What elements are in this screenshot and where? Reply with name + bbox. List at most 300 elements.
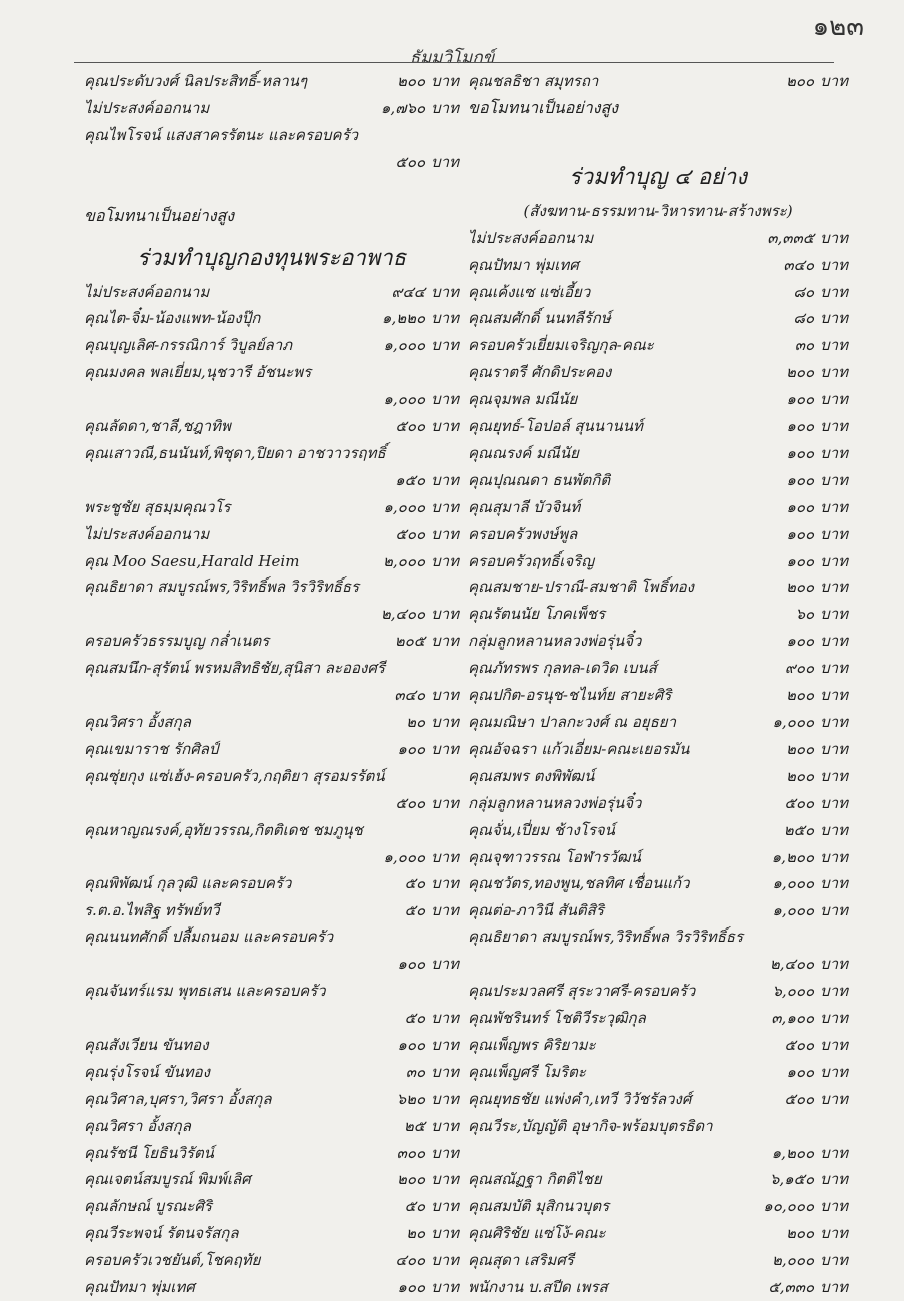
currency-unit: บาท	[820, 309, 848, 328]
donor-name: คุณต่อ-ภาวินี สันติสิริ	[468, 901, 604, 920]
right-section-subtitle: (สังฆทาน-ธรรมทาน-วิหารทาน-สร้างพระ)	[523, 201, 793, 220]
currency-unit: บาท	[820, 1278, 848, 1297]
donation-amount-cell	[389, 1032, 459, 1059]
donation-row	[468, 736, 848, 763]
donation-amount-cell	[778, 736, 848, 763]
donation-row	[468, 440, 848, 467]
currency-unit: บาท	[431, 1035, 459, 1054]
donation-row	[468, 655, 848, 682]
currency-unit: บาท	[431, 1251, 459, 1270]
donation-amount-cell	[778, 1220, 848, 1247]
donation-amount-cell	[445, 359, 459, 386]
donation-row	[468, 1220, 848, 1247]
currency-unit: บาท	[820, 982, 848, 1001]
donor-name: คุณเจตน์สมบูรณ์ พิมพ์เลิศ	[84, 1170, 251, 1189]
donation-amount-cell	[375, 386, 459, 413]
donation-row	[84, 736, 459, 763]
donation-amount-cell	[764, 870, 848, 897]
donation-row	[468, 682, 848, 709]
donation-amount: ๓,๑๐๐	[771, 1008, 815, 1027]
donor-name: ครอบครัวเวชยันต์,โชคฤทัย	[84, 1251, 261, 1270]
donation-amount-cell	[445, 924, 459, 951]
donation-amount-cell	[764, 978, 848, 1005]
donation-row	[84, 978, 459, 1005]
donation-amount-cell	[387, 521, 459, 548]
currency-unit: บาท	[820, 605, 848, 624]
donor-name: คุณไพโรจน์ แสงสาครรัตนะ และครอบครัว	[84, 125, 359, 144]
donor-name: คุณศิริชัย แซ่โง้-คณะ	[468, 1224, 606, 1243]
currency-unit: บาท	[431, 1008, 459, 1027]
donation-amount: ๒,๐๐๐	[383, 551, 426, 570]
donor-name: ครอบครัวเยี่ยมเจริญกุล-คณะ	[468, 336, 654, 355]
donor-name: คุณมงคล พลเยี่ยม,นุชวารี อัชนะพร	[84, 363, 312, 382]
currency-unit: บาท	[431, 497, 459, 516]
donation-row	[468, 1086, 848, 1113]
donation-amount-cell	[387, 413, 459, 440]
donation-row	[84, 682, 459, 709]
donation-row	[84, 601, 459, 628]
donor-name: ครอบครัวฤทธิ์เจริญ	[468, 551, 595, 570]
donor-name: คุณปกิต-อรนุช-ชไนท์ย สายะศิริ	[468, 686, 672, 705]
currency-unit: บาท	[820, 390, 848, 409]
donation-row	[468, 252, 848, 279]
donor-name: คุณวิศรา อั้งสกุล	[84, 713, 191, 732]
donor-name: พระชูชัย สุธมฺมคุณวโร	[84, 497, 231, 516]
donation-row	[84, 494, 459, 521]
donor-name: คุณซุ่ยกุง แซ่เฮ้ง-ครอบครัว,กฤติยา สุรอมรรัตน์	[84, 766, 385, 785]
donation-row	[468, 790, 848, 817]
donation-amount-cell	[764, 897, 848, 924]
currency-unit: บาท	[820, 228, 848, 247]
donor-name: คุณวิศาล,บุศรา,วิศรา อั้งสกุล	[84, 1089, 272, 1108]
donor-name: ครอบครัวธรรมบูญ กล่ำเนตร	[84, 632, 270, 651]
donation-row	[84, 897, 459, 924]
donation-amount: ๒๕	[403, 1116, 426, 1135]
donation-amount-cell	[764, 1140, 848, 1167]
donation-amount: ๕๐๐	[784, 1089, 815, 1108]
donation-amount: ๒๐	[406, 1224, 426, 1243]
donation-amount: ๑,๐๐๐	[383, 336, 426, 355]
donation-row	[84, 817, 459, 844]
donation-row	[84, 1274, 459, 1301]
donation-amount-cell	[776, 817, 848, 844]
donation-row	[468, 817, 848, 844]
donor-name: คุณจุฑาวรรณ โอฬารวัฒน์	[468, 847, 641, 866]
donation-row	[468, 601, 848, 628]
donation-amount: ๖๐	[795, 605, 815, 624]
donation-row	[84, 709, 459, 736]
donation-amount: ๑,๒๐๐	[771, 1143, 815, 1162]
donor-name: คุณภัทรพร กุลทล-เดวิด เบนส์	[468, 659, 657, 678]
donation-row	[468, 978, 848, 1005]
donation-amount: ๕๐	[404, 1008, 426, 1027]
donation-amount: ๕๐๐	[395, 417, 426, 436]
donation-amount-cell	[776, 1032, 848, 1059]
donor-name: ไม่ประสงค์ออกนาม	[468, 228, 594, 247]
donation-row	[468, 870, 848, 897]
donor-name: คุณวีระ,บัญญัติ อุษากิจ-พร้อมบุตรธิดา	[468, 1116, 713, 1135]
donation-row	[468, 1274, 848, 1301]
donor-name: คุณสมนึก-สุรัตน์ พรหมสิทธิชัย,สุนิสา ละอองศรี	[84, 659, 385, 678]
donation-amount-cell	[374, 305, 459, 332]
donation-amount: ๒,๔๐๐	[380, 605, 426, 624]
donor-name: คุณประมวลศรี สุระวาศรี-ครอบครัว	[468, 982, 696, 1001]
donation-row	[84, 386, 459, 413]
currency-unit: บาท	[431, 98, 459, 117]
donation-row	[468, 628, 848, 655]
donation-amount-cell	[389, 1086, 459, 1113]
donation-amount-cell	[389, 68, 459, 95]
donation-amount: ๙๔๔	[391, 282, 426, 301]
donor-name: คุณเค้งแซ แซ่เอี้ยว	[468, 282, 591, 301]
donation-row	[84, 870, 459, 897]
donation-amount: ๑๕๐	[395, 470, 426, 489]
donation-amount-cell	[375, 494, 459, 521]
donation-amount-cell	[764, 709, 848, 736]
donation-amount: ๑๐๐	[397, 1278, 426, 1297]
donation-amount-cell	[445, 122, 459, 149]
donation-row	[468, 467, 848, 494]
currency-unit: บาท	[820, 1089, 848, 1108]
donation-amount-cell	[755, 1193, 848, 1220]
currency-unit: บาท	[820, 443, 848, 462]
donation-row	[468, 1032, 848, 1059]
donation-amount: ๓๐	[794, 336, 815, 355]
donation-amount-cell	[785, 305, 848, 332]
donation-amount: ๑๐๐	[397, 1035, 426, 1054]
donation-amount: ๓๔๐	[783, 255, 815, 274]
donation-row	[84, 359, 459, 386]
donation-row	[84, 332, 459, 359]
donor-name: คุณยุทธชัย แพ่งคำ,เทวี วิวัชรัลวงศ์	[468, 1089, 692, 1108]
donation-row	[84, 790, 459, 817]
donor-name: คุณสมพร ตงพิพัฒน์	[468, 766, 595, 785]
currency-unit: บาท	[820, 713, 848, 732]
donation-row	[84, 574, 459, 601]
left-column	[84, 68, 459, 1301]
currency-unit: บาท	[431, 739, 459, 758]
donation-row	[468, 386, 848, 413]
donation-amount-cell	[445, 763, 459, 790]
donation-amount: ๑๐๐	[397, 955, 426, 974]
donation-amount-cell	[389, 1166, 459, 1193]
donation-amount-cell	[759, 225, 848, 252]
donation-row	[84, 1032, 459, 1059]
donation-amount-cell	[373, 601, 459, 628]
donation-amount-cell	[778, 359, 848, 386]
currency-unit: บาท	[431, 1224, 459, 1243]
donation-amount-cell	[778, 467, 848, 494]
donor-name: คุณเพ็ญพร คิริยามะ	[468, 1035, 596, 1054]
donation-row	[468, 763, 848, 790]
donor-name: คุณเพ็ญศรี โมริตะ	[468, 1062, 586, 1081]
donation-amount-cell	[834, 924, 848, 951]
donor-name: คุณปัทมา พุ่มเทศ	[468, 255, 579, 274]
donation-amount-cell	[778, 68, 848, 95]
donation-amount-cell	[387, 149, 459, 176]
donation-amount: ๖,๑๕๐	[769, 1170, 815, 1189]
donation-amount-cell	[787, 601, 848, 628]
donation-amount-cell	[386, 682, 459, 709]
donation-amount: ๑๐๐	[786, 524, 815, 543]
donation-amount-cell	[445, 978, 459, 1005]
left-donation-list	[84, 279, 459, 1301]
right-donation-list	[468, 225, 848, 1301]
donation-amount-cell	[387, 467, 459, 494]
currency-unit: บาท	[820, 255, 848, 274]
donation-row	[84, 1193, 459, 1220]
currency-unit: บาท	[431, 417, 459, 436]
donor-name: ร.ต.อ.ไพสิฐ ทรัพย์ทวี	[84, 901, 220, 920]
donation-row	[468, 494, 848, 521]
donation-row	[84, 763, 459, 790]
donor-name: คุณชลธิชา สมุทรถา	[468, 72, 599, 90]
currency-unit: บาท	[820, 1251, 848, 1270]
currency-unit: บาท	[431, 1062, 459, 1081]
currency-unit: บาท	[820, 363, 848, 382]
donor-name: ครอบครัวพงษ์พูล	[468, 524, 578, 543]
donor-name: คุณ Moo Saesu,Harald Heim	[84, 551, 300, 570]
donation-row	[468, 305, 848, 332]
donor-name: คุณลักษณ์ บูรณะศิริ	[84, 1197, 212, 1216]
right-section-title: ร่วมทำบุญ ๔ อย่าง	[568, 164, 748, 190]
donor-name: คุณสมชาย-ปราณี-สมชาติ โพธิ์ทอง	[468, 578, 694, 597]
donation-amount: ๑๐๐	[786, 632, 815, 651]
donation-amount-cell	[762, 1166, 848, 1193]
donation-amount-cell	[778, 548, 848, 575]
donation-amount-cell	[389, 1274, 459, 1301]
donation-amount: ๕๐	[404, 901, 426, 920]
donation-amount-cell	[778, 574, 848, 601]
donation-amount-cell	[397, 1005, 459, 1032]
donation-amount-cell	[389, 1140, 459, 1167]
donation-amount: ๑,๐๐๐	[383, 847, 426, 866]
left-section-title: ร่วมทำบุญกองทุนพระอาพาธ	[136, 245, 407, 271]
left-thanks-note: ขอโมทนาเป็นอย่างสูง	[84, 205, 235, 225]
donation-row	[84, 1220, 459, 1247]
currency-unit: บาท	[431, 524, 459, 543]
donation-row	[84, 95, 459, 122]
donation-amount-cell	[398, 1059, 459, 1086]
donation-amount-cell	[778, 494, 848, 521]
header-divider	[74, 62, 834, 63]
donor-name: คุณธิยาดา สมบูรณ์พร,วิริทธิ์พล วิรวิริทธิ์ธร	[468, 928, 744, 947]
donation-amount-cell	[387, 1247, 459, 1274]
donation-amount-cell	[389, 736, 459, 763]
donor-name: กลุ่มลูกหลานหลวงพ่อรุ่นจิ๋ว	[468, 793, 642, 812]
currency-unit: บาท	[820, 1143, 848, 1162]
donation-amount: ๒๐๐	[785, 578, 815, 597]
currency-unit: บาท	[431, 309, 459, 328]
donor-name: ไม่ประสงค์ออกนาม	[84, 98, 210, 117]
right-thanks-note: ขอโมทนาเป็นอย่างสูง	[468, 97, 619, 117]
donation-row	[84, 440, 459, 467]
donation-amount-cell	[375, 844, 459, 871]
currency-unit: บาท	[431, 901, 459, 920]
currency-unit: บาท	[820, 632, 848, 651]
donation-amount-cell	[397, 870, 459, 897]
donation-row	[84, 305, 459, 332]
donation-amount: ๖๒๐	[396, 1089, 426, 1108]
currency-unit: บาท	[820, 1170, 848, 1189]
donation-row	[84, 122, 459, 149]
donation-row	[468, 68, 848, 95]
donation-row	[84, 1247, 459, 1274]
donor-name: พนักงาน บ.สปีด เพรส	[468, 1278, 608, 1297]
donation-amount-cell	[398, 1220, 459, 1247]
donor-name: คุณรุ่งโรจน์ ขันทอง	[84, 1062, 210, 1081]
donor-name: คุณหาญณรงค์,อุทัยวรรณ,กิตติเดช ชมภูนุช	[84, 820, 363, 839]
donation-row	[468, 225, 848, 252]
donor-name: คุณพัชรินทร์ โชติวีระวุฒิกุล	[468, 1008, 646, 1027]
donation-row	[84, 279, 459, 306]
donation-amount: ๑,๐๐๐	[383, 390, 426, 409]
donor-name: คุณพิพัฒน์ กุลวุฒิ และครอบครัว	[84, 874, 292, 893]
donation-amount: ๖,๐๐๐	[772, 982, 815, 1001]
donation-amount-cell	[778, 1059, 848, 1086]
page-number: ๑๒๓	[812, 12, 864, 42]
donor-name: คุณลัดดา,ชาลี,ชฎาทิพ	[84, 417, 231, 436]
donation-amount: ๘๐	[793, 309, 815, 328]
donor-name: คุณราตรี ศักดิประคอง	[468, 363, 612, 382]
donation-row	[84, 149, 459, 176]
donation-row	[84, 1059, 459, 1086]
donation-row	[468, 1166, 848, 1193]
donor-name: คุณรัตนนัย โภคเพ็ชร	[468, 605, 606, 624]
donation-row	[84, 413, 459, 440]
currency-unit: บาท	[820, 901, 848, 920]
donation-row	[468, 359, 848, 386]
currency-unit: บาท	[431, 713, 459, 732]
donation-row	[84, 1005, 459, 1032]
donation-row	[468, 844, 848, 871]
currency-unit: บาท	[820, 1197, 848, 1216]
donor-name: คุณสุดา เสริมศรี	[468, 1251, 574, 1270]
donation-amount-cell	[778, 628, 848, 655]
currency-unit: บาท	[431, 1197, 459, 1216]
donation-amount-cell	[778, 386, 848, 413]
donation-amount: ๒๐๐	[785, 1224, 815, 1243]
donation-amount: ๑,๐๐๐	[383, 497, 426, 516]
currency-unit: บาท	[431, 605, 459, 624]
donor-name: คุณจันทร์แรม พุทธเสน และครอบครัว	[84, 982, 326, 1001]
donor-name: คุณจุมพล มณีนัย	[468, 390, 578, 409]
currency-unit: บาท	[820, 847, 848, 866]
donation-amount-cell	[445, 440, 459, 467]
donation-amount-cell	[778, 521, 848, 548]
donation-row	[84, 1140, 459, 1167]
currency-unit: บาท	[820, 282, 848, 301]
currency-unit: บาท	[820, 955, 848, 974]
donation-amount-cell	[778, 413, 848, 440]
donor-name: คุณวีระพจน์ รัตนจรัสกุล	[84, 1224, 239, 1243]
donation-amount-cell	[445, 655, 459, 682]
left-top-list	[84, 68, 459, 176]
currency-unit: บาท	[431, 152, 459, 171]
donor-name: คุณสมศักดิ์ นนทลีรักษ์	[468, 309, 611, 328]
currency-unit: บาท	[431, 1089, 459, 1108]
currency-unit: บาท	[431, 72, 459, 90]
donor-name: คุณปัทมา พุ่มเทศ	[84, 1278, 195, 1297]
donation-amount: ๕๐	[404, 874, 426, 893]
donor-name: คุณธิยาดา สมบูรณ์พร,วิริทธิ์พล วิรวิริทธิ์ธร	[84, 578, 360, 597]
donation-amount: ๒,๐๐๐	[772, 1251, 815, 1270]
donation-amount: ๔๐๐	[395, 1251, 426, 1270]
donor-name: คุณวิศรา อั้งสกุล	[84, 1116, 191, 1135]
right-top-list	[468, 68, 848, 95]
donor-name: กลุ่มลูกหลานหลวงพ่อรุ่นจิ๋ว	[468, 632, 642, 651]
donation-row	[468, 1059, 848, 1086]
donor-name: คุณณรงค์ มณีนัย	[468, 443, 579, 462]
currency-unit: บาท	[820, 551, 848, 570]
donor-name: คุณไต-จิ๋ม-น้องแพท-น้องปุ๊ก	[84, 309, 261, 328]
donation-amount: ๕,๓๓๐	[768, 1278, 815, 1297]
donation-amount-cell	[787, 332, 848, 359]
donation-amount: ๒๐๕	[394, 632, 426, 651]
donor-name: คุณยุทธ์-โอปอล์ สุนนานนท์	[468, 417, 643, 436]
donation-amount-cell	[387, 790, 459, 817]
donation-row	[468, 709, 848, 736]
currency-unit: บาท	[431, 793, 459, 812]
donation-amount-cell	[764, 1247, 848, 1274]
currency-unit: บาท	[820, 766, 848, 785]
donor-name: ไม่ประสงค์ออกนาม	[84, 524, 210, 543]
donor-name: คุณสณัฏฐา กิตติไชย	[468, 1170, 602, 1189]
donation-amount: ๒๐๐	[396, 72, 426, 90]
currency-unit: บาท	[820, 497, 848, 516]
donation-row	[84, 655, 459, 682]
donation-amount: ๑๐๐	[786, 443, 815, 462]
donation-amount: ๑๐๐	[786, 551, 815, 570]
donation-amount-cell	[763, 1005, 848, 1032]
donation-row	[84, 1086, 459, 1113]
currency-unit: บาท	[820, 739, 848, 758]
donation-row	[468, 521, 848, 548]
donation-amount: ๑,๒๐๐	[771, 847, 815, 866]
donation-row	[468, 413, 848, 440]
donor-name: คุณอัจฉรา แก้วเอี่ยม-คณะเยอรมัน	[468, 739, 690, 758]
donor-name: คุณประดับวงศ์ นิลประสิทธิ์-หลานๆ	[84, 72, 308, 90]
currency-unit: บาท	[820, 470, 848, 489]
donation-row	[84, 924, 459, 951]
currency-unit: บาท	[820, 578, 848, 597]
donation-row	[468, 332, 848, 359]
currency-unit: บาท	[431, 336, 459, 355]
donor-name: คุณเขมาราช รักศิลป์	[84, 739, 219, 758]
currency-unit: บาท	[820, 1224, 848, 1243]
currency-unit: บาท	[431, 955, 459, 974]
currency-unit: บาท	[431, 632, 459, 651]
donation-amount: ๑๐๐	[786, 470, 815, 489]
donation-amount: ๕๐	[404, 1197, 426, 1216]
donation-amount: ๘๐	[793, 282, 815, 301]
donation-amount-cell	[375, 548, 459, 575]
donation-amount: ๑๐๐	[786, 1062, 815, 1081]
donation-amount: ๓,๓๓๕	[767, 228, 815, 247]
donation-row	[468, 279, 848, 306]
donation-row	[468, 897, 848, 924]
donor-name: ไม่ประสงค์ออกนาม	[84, 282, 210, 301]
donation-amount: ๒๐๐	[785, 766, 815, 785]
donor-name: คุณบุญเลิศ-กรรณิการ์ วิบูลย์ลาภ	[84, 336, 293, 355]
currency-unit: บาท	[431, 282, 459, 301]
donation-amount-cell	[762, 951, 848, 978]
currency-unit: บาท	[431, 847, 459, 866]
donation-amount-cell	[445, 574, 459, 601]
donation-amount: ๑๐๐	[786, 417, 815, 436]
currency-unit: บาท	[820, 793, 848, 812]
donor-name: คุณนนทศักดิ์ ปลื้มถนอม และครอบครัว	[84, 928, 334, 947]
